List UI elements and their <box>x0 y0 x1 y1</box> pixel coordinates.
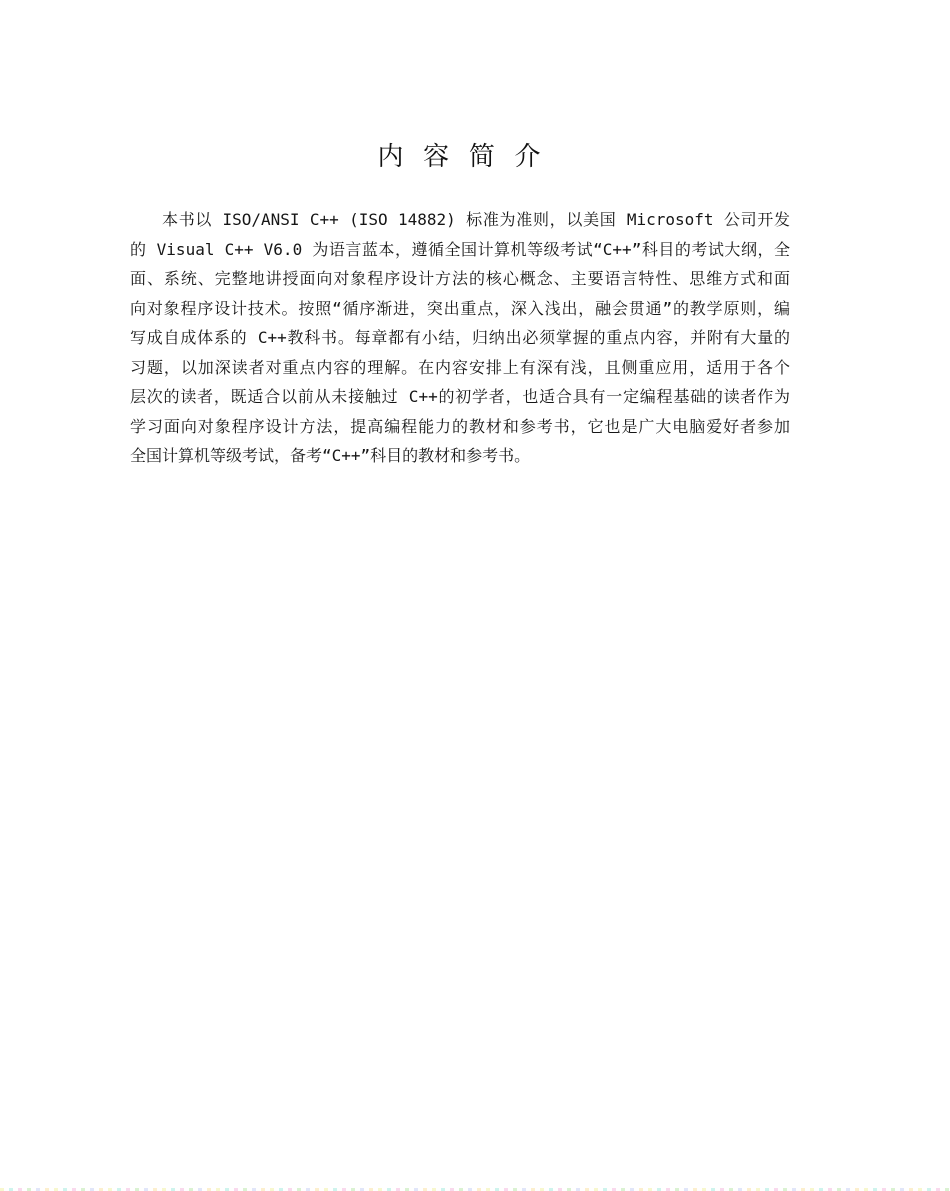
intro-paragraph <box>130 205 790 471</box>
paragraph-line: 的 Visual C++ V6.0 为语言蓝本，遵循全国计算机等级考试“C++”科目的考试大纲，全 <box>130 239 790 259</box>
page-title: 内 容 简 介 <box>377 142 543 172</box>
paragraph-line: 习题，以加深读者对重点内容的理解。在内容安排上有深有浅，且侧重应用，适用于各个 <box>130 357 790 377</box>
paragraph-line: 向对象程序设计技术。按照“循序渐进，突出重点，深入浅出，融会贯通”的教学原则，编 <box>130 298 790 318</box>
page-content <box>130 0 790 471</box>
paragraph-line: 学习面向对象程序设计方法，提高编程能力的教材和参考书，它也是广大电脑爱好者参加 <box>130 416 790 436</box>
paragraph-line: 层次的读者，既适合以前从未接触过 C++的初学者，也适合具有一定编程基础的读者作为 <box>130 387 790 406</box>
paragraph-line: 本书以 ISO/ANSI C++ (ISO 14882) 标准为准则，以美国 Microsoft 公司开发 <box>162 210 790 229</box>
paragraph-line: 面、系统、完整地讲授面向对象程序设计方法的核心概念、主要语言特性、思维方式和面 <box>130 269 790 288</box>
paragraph-line: 写成自成体系的 C++教科书。每章都有小结，归纳出必须掌握的重点内容，并附有大量的 <box>130 328 790 347</box>
paragraph-line: 全国计算机等级考试，备考“C++”科目的教材和参考书。 <box>130 446 531 465</box>
